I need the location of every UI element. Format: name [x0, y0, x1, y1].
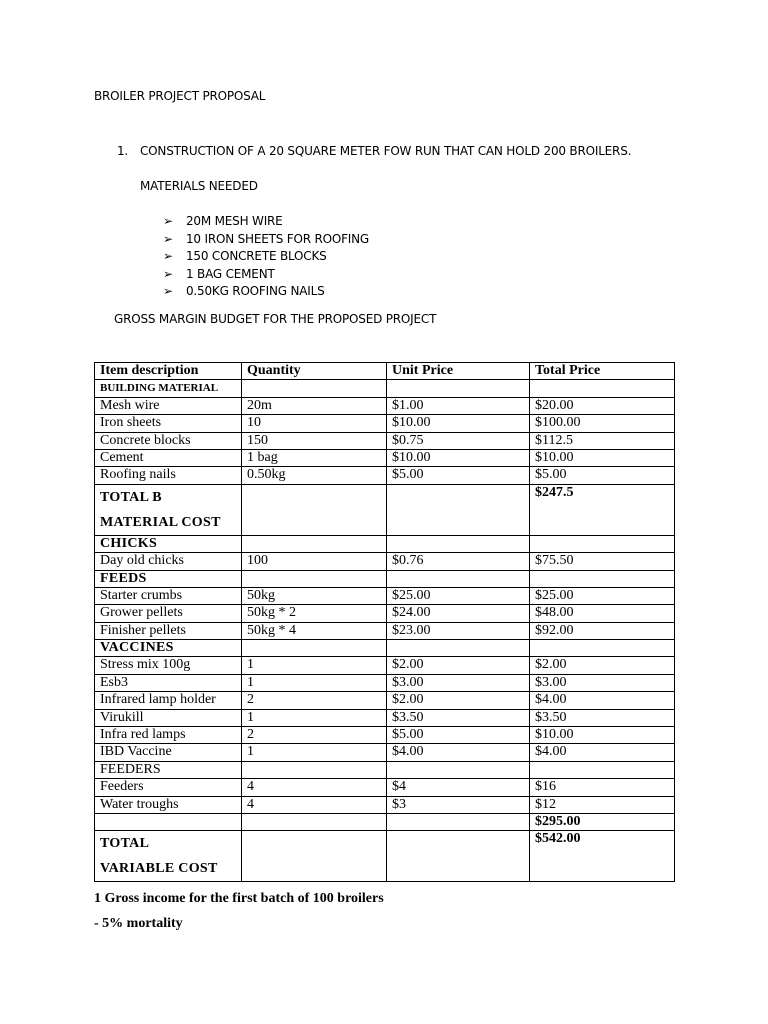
- arrow-bullet-icon: ➢: [163, 249, 173, 263]
- budget-table: [94, 362, 675, 882]
- table-row: Water troughs 4 $3 $12: [95, 796, 675, 813]
- section-label: BUILDING MATERIAL: [95, 380, 242, 397]
- header-cell: Unit Price: [387, 363, 530, 380]
- table-row: Virukill 1 $3.50 $3.50: [95, 709, 675, 726]
- table-row: Grower pellets 50kg * 2 $24.00 $48.00: [95, 605, 675, 622]
- gross-income-heading: 1 Gross income for the first batch of 100 broilers: [94, 891, 384, 906]
- arrow-bullet-icon: ➢: [163, 231, 173, 246]
- table-row: Infrared lamp holder 2 $2.00 $4.00: [95, 692, 675, 709]
- total-variable-cost-row: [95, 831, 675, 882]
- section-label: CHICKS: [95, 535, 242, 552]
- table-row: Esb3 1 $3.00 $3.00: [95, 674, 675, 691]
- numbered-item-1: [117, 144, 631, 158]
- table-row: Starter crumbs 50kg $25.00 $25.00: [95, 587, 675, 604]
- total-value: $542.00: [530, 831, 675, 882]
- section-label: VACCINES: [95, 640, 242, 657]
- mortality-note: - 5% mortality: [94, 916, 183, 931]
- total-label: TOTAL B MATERIAL COST: [95, 484, 242, 535]
- arrow-bullet-icon: ➢: [163, 284, 173, 298]
- item-number: 1.: [117, 144, 129, 158]
- subtotal-value: $295.00: [530, 813, 675, 830]
- materials-list: [163, 213, 369, 301]
- arrow-bullet-icon: ➢: [163, 266, 173, 281]
- header-cell: Item description: [95, 363, 242, 380]
- table-header-row: [95, 363, 675, 380]
- list-item: ➢ 150 CONCRETE BLOCKS: [163, 248, 369, 266]
- total-value: $247.5: [530, 484, 675, 535]
- budget-heading: GROSS MARGIN BUDGET FOR THE PROPOSED PROJECT: [114, 312, 437, 326]
- list-item: ➢ 10 IRON SHEETS FOR ROOFING: [163, 231, 369, 249]
- list-item: ➢ 20M MESH WIRE: [163, 213, 369, 231]
- section-row-building-material: [95, 380, 675, 397]
- table-row: Stress mix 100g 1 $2.00 $2.00: [95, 657, 675, 674]
- subtotal-row: [95, 813, 675, 830]
- header-cell: Quantity: [242, 363, 387, 380]
- page-title: BROILER PROJECT PROPOSAL: [94, 89, 266, 103]
- item-text: CONSTRUCTION OF A 20 SQUARE METER FOW RUN THAT CAN HOLD 200 BROILERS.: [140, 144, 632, 158]
- total-label: TOTAL VARIABLE COST: [95, 831, 242, 882]
- table-row: Mesh wire 20m $1.00 $20.00: [95, 397, 675, 414]
- table-row: IBD Vaccine 1 $4.00 $4.00: [95, 744, 675, 761]
- table-row: Finisher pellets 50kg * 4 $23.00 $92.00: [95, 622, 675, 639]
- section-row-feeders: [95, 761, 675, 778]
- section-row-chicks: [95, 535, 675, 552]
- table-row: Infra red lamps 2 $5.00 $10.00: [95, 727, 675, 744]
- table-row: Iron sheets 10 $10.00 $100.00: [95, 415, 675, 432]
- total-b-row: [95, 484, 675, 535]
- header-cell: Total Price: [530, 363, 675, 380]
- section-label: FEEDS: [95, 570, 242, 587]
- table-row: Day old chicks 100 $0.76 $75.50: [95, 553, 675, 570]
- materials-heading: MATERIALS NEEDED: [140, 179, 258, 193]
- section-row-vaccines: [95, 640, 675, 657]
- table-row: Cement 1 bag $10.00 $10.00: [95, 449, 675, 466]
- arrow-bullet-icon: ➢: [163, 214, 173, 228]
- section-label: FEEDERS: [95, 761, 242, 778]
- list-item: ➢ 1 BAG CEMENT: [163, 266, 369, 284]
- table-row: Roofing nails 0.50kg $5.00 $5.00: [95, 467, 675, 484]
- section-row-feeds: [95, 570, 675, 587]
- list-item: ➢ 0.50KG ROOFING NAILS: [163, 283, 369, 301]
- table-row: Feeders 4 $4 $16: [95, 779, 675, 796]
- table-row: Concrete blocks 150 $0.75 $112.5: [95, 432, 675, 449]
